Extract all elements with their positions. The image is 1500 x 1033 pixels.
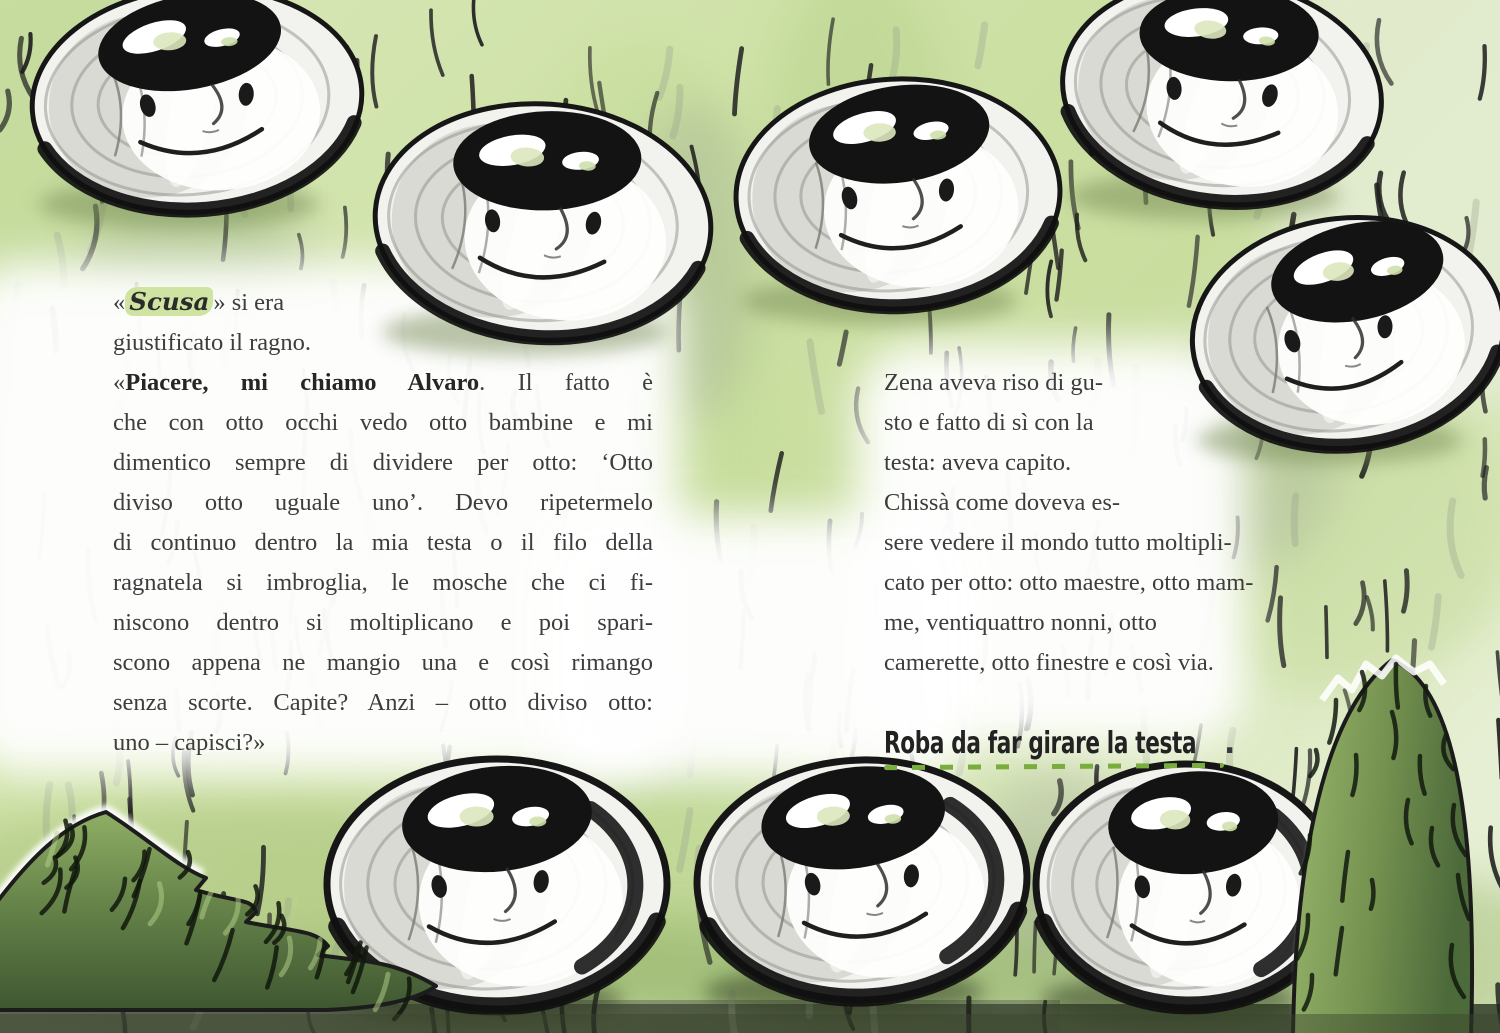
text-line: diviso otto uguale uno’. Devo ripetermelo (113, 489, 653, 516)
left-page-text (113, 282, 653, 763)
headline-roba (884, 727, 1253, 769)
text-line: di continuo dentro la mia testa o il filo della (113, 529, 653, 556)
text-line: che con otto occhi vedo otto bambine e mi (113, 409, 653, 436)
text-line: cato per otto: otto maestre, otto mam- (884, 569, 1254, 596)
text-line: dimentico sempre di dividere per otto: ‘Otto (113, 449, 653, 476)
right-page-text (884, 363, 1253, 769)
text-line: giustificato il ragno. (113, 329, 311, 356)
styled-text-scusa: Scusa (125, 287, 213, 316)
text-line: me, ventiquattro nonni, otto (884, 609, 1157, 636)
text-segment: . Il fatto è (479, 369, 653, 396)
text-line (113, 363, 653, 403)
headline-text: Roba da far girare la testa (884, 726, 1197, 761)
text-line: sere vedere il mondo tutto moltipli- (884, 529, 1232, 556)
text-segment: « (113, 369, 126, 396)
text-line: niscono dentro si moltiplicano e poi spari- (113, 609, 653, 636)
text-line: senza scorte. Capite? Anzi – otto diviso otto: (113, 689, 653, 716)
text-line: sto e fatto di sì con la (884, 409, 1094, 436)
right-page-paragraph (884, 363, 1253, 723)
text-line: testa: aveva capito. (884, 449, 1072, 476)
text-line: Chissà come doveva es- (884, 489, 1121, 516)
text-line (884, 683, 1253, 723)
headline-wrap (884, 727, 1230, 763)
text-line: camerette, otto finestre e così via. (884, 649, 1214, 676)
text-line: Zena aveva riso di gu- (884, 369, 1104, 396)
text-segment: » si era (213, 289, 285, 316)
headline-period: . (1224, 726, 1236, 761)
text-line (113, 282, 653, 323)
styled-text-b: Piacere, mi chiamo Alvaro (125, 369, 480, 396)
text-line: ragnatela si imbroglia, le mosche che ci fi- (113, 569, 653, 596)
text-line: scono appena ne mangio una e così rimango (113, 649, 653, 676)
text-segment: « (113, 289, 126, 316)
text-line: uno – capisci?» (113, 729, 266, 756)
